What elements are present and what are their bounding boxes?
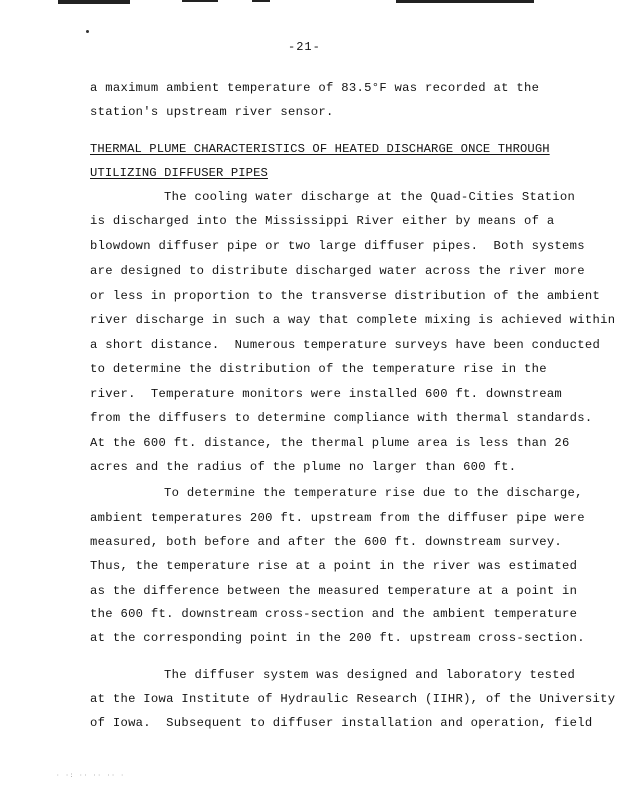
paragraph2-line: measured, both before and after the 600 ft. downstream survey. — [90, 535, 563, 549]
paragraph1-line: acres and the radius of the plume no larger than 600 ft. — [90, 460, 517, 474]
paragraph3-line: The diffuser system was designed and laboratory tested — [164, 668, 576, 682]
section-heading-line-2: UTILIZING DIFFUSER PIPES — [90, 166, 268, 180]
paragraph1-line: is discharged into the Mississippi River either by means of a — [90, 214, 555, 228]
paragraph1-line: from the diffusers to determine compliance with thermal standards. — [90, 411, 593, 425]
paragraph1-line: The cooling water discharge at the Quad-Cities Station — [164, 190, 576, 204]
section-heading-line-1: THERMAL PLUME CHARACTERISTICS OF HEATED DISCHARGE ONCE THROUGH — [90, 142, 550, 156]
paragraph2-line: as the difference between the measured temperature at a point in — [90, 584, 578, 598]
intro-line-2: station's upstream river sensor. — [90, 105, 334, 119]
scan-edge-mark — [252, 0, 270, 2]
paragraph2-line: Thus, the temperature rise at a point in the river was estimated — [90, 559, 578, 573]
scan-artifact: · ·: ·· ·· ·· · — [56, 772, 126, 779]
paragraph2-line: at the corresponding point in the 200 ft. upstream cross-section. — [90, 631, 585, 645]
paragraph1-line: to determine the distribution of the temperature rise in the — [90, 362, 547, 376]
paragraph2-line: ambient temperatures 200 ft. upstream from the diffuser pipe were — [90, 511, 585, 525]
scan-edge-mark — [182, 0, 218, 2]
page-number: -21- — [288, 40, 321, 54]
paragraph1-line: a short distance. Numerous temperature surveys have been conducted — [90, 338, 601, 352]
scan-edge-mark — [58, 0, 130, 4]
paragraph1-line: river discharge in such a way that complete mixing is achieved within — [90, 313, 616, 327]
paragraph1-line: are designed to distribute discharged water across the river more — [90, 264, 585, 278]
paragraph1-line: river. Temperature monitors were installed 600 ft. downstream — [90, 387, 563, 401]
paragraph2-line: To determine the temperature rise due to the discharge, — [164, 486, 583, 500]
scan-speck — [86, 30, 89, 33]
paragraph1-line: blowdown diffuser pipe or two large diffuser pipes. Both systems — [90, 239, 585, 253]
paragraph2-line: the 600 ft. downstream cross-section and the ambient temperature — [90, 607, 578, 621]
paragraph1-line: At the 600 ft. distance, the thermal plume area is less than 26 — [90, 436, 570, 450]
paragraph3-line: of Iowa. Subsequent to diffuser installation and operation, field — [90, 716, 593, 730]
scan-edge-mark — [396, 0, 534, 3]
paragraph3-line: at the Iowa Institute of Hydraulic Research (IIHR), of the University — [90, 692, 616, 706]
paragraph1-line: or less in proportion to the transverse distribution of the ambient — [90, 289, 601, 303]
intro-line-1: a maximum ambient temperature of 83.5°F was recorded at the — [90, 81, 540, 95]
